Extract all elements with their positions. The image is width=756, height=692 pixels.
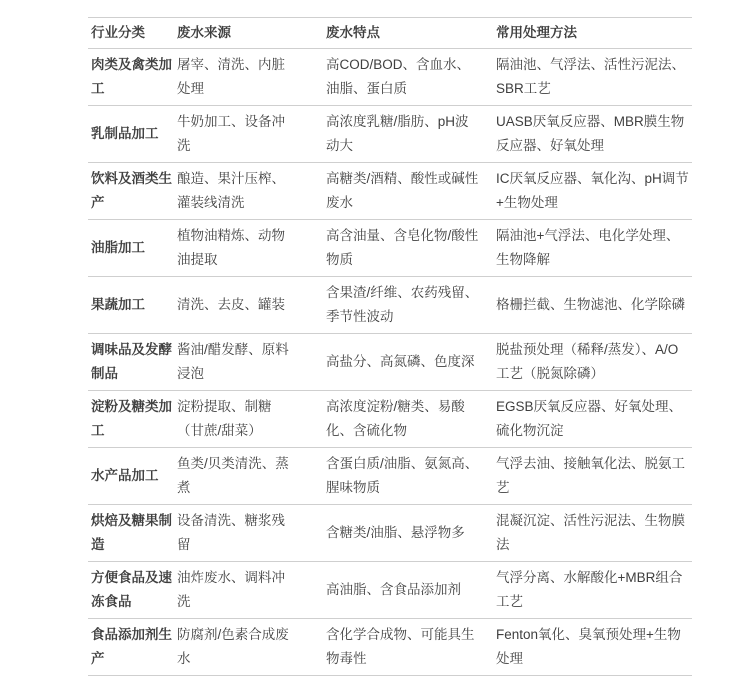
industry-cell: 淀粉及糖类加工 (88, 391, 174, 448)
treatment-cell: IC厌氧反应器、氧化沟、pH调节+生物处理 (493, 163, 692, 220)
table-header (88, 18, 692, 49)
column-header-characteristics: 废水特点 (323, 18, 493, 49)
industry-cell: 食品添加剂生产 (88, 619, 174, 676)
treatment-cell: 隔油池+气浮法、电化学处理、生物降解 (493, 220, 692, 277)
industry-cell: 烘焙及糖果制造 (88, 505, 174, 562)
treatment-cell: Fenton氧化、臭氧预处理+生物处理 (493, 619, 692, 676)
source-cell: 防腐剂/色素合成废水 (174, 619, 323, 676)
table-row (88, 562, 692, 619)
characteristics-cell: 高浓度乳糖/脂肪、pH波动大 (323, 106, 493, 163)
column-header-source: 废水来源 (174, 18, 323, 49)
characteristics-cell: 高浓度淀粉/糖类、易酸化、含硫化物 (323, 391, 493, 448)
source-cell: 设备清洗、糖浆残留 (174, 505, 323, 562)
table-row (88, 163, 692, 220)
table-row (88, 391, 692, 448)
source-cell: 酿造、果汁压榨、灌装线清洗 (174, 163, 323, 220)
treatment-cell: 混凝沉淀、活性污泥法、生物膜法 (493, 505, 692, 562)
treatment-cell: 格栅拦截、生物滤池、化学除磷 (493, 277, 692, 334)
table-body (88, 49, 692, 676)
table-row (88, 277, 692, 334)
column-header-industry: 行业分类 (88, 18, 174, 49)
table-container (88, 17, 692, 676)
table-row (88, 106, 692, 163)
treatment-cell: EGSB厌氧反应器、好氧处理、硫化物沉淀 (493, 391, 692, 448)
table-row (88, 505, 692, 562)
table-row (88, 619, 692, 676)
treatment-cell: 隔油池、气浮法、活性污泥法、SBR工艺 (493, 49, 692, 106)
industry-cell: 方便食品及速冻食品 (88, 562, 174, 619)
characteristics-cell: 高含油量、含皂化物/酸性物质 (323, 220, 493, 277)
source-cell: 鱼类/贝类清洗、蒸煮 (174, 448, 323, 505)
characteristics-cell: 含果渣/纤维、农药残留、季节性波动 (323, 277, 493, 334)
source-cell: 牛奶加工、设备冲洗 (174, 106, 323, 163)
source-cell: 油炸废水、调料冲洗 (174, 562, 323, 619)
column-header-treatment: 常用处理方法 (493, 18, 692, 49)
table-row (88, 49, 692, 106)
source-cell: 屠宰、清洗、内脏处理 (174, 49, 323, 106)
table-row (88, 220, 692, 277)
source-cell: 酱油/醋发酵、原料浸泡 (174, 334, 323, 391)
industry-cell: 调味品及发酵制品 (88, 334, 174, 391)
table-row (88, 448, 692, 505)
industry-cell: 饮料及酒类生产 (88, 163, 174, 220)
characteristics-cell: 含化学合成物、可能具生物毒性 (323, 619, 493, 676)
source-cell: 植物油精炼、动物油提取 (174, 220, 323, 277)
source-cell: 淀粉提取、制糖（甘蔗/甜菜） (174, 391, 323, 448)
industry-cell: 乳制品加工 (88, 106, 174, 163)
characteristics-cell: 高糖类/酒精、酸性或碱性废水 (323, 163, 493, 220)
treatment-cell: UASB厌氧反应器、MBR膜生物反应器、好氧处理 (493, 106, 692, 163)
industry-cell: 油脂加工 (88, 220, 174, 277)
industry-cell: 水产品加工 (88, 448, 174, 505)
treatment-cell: 气浮分离、水解酸化+MBR组合工艺 (493, 562, 692, 619)
characteristics-cell: 高盐分、高氮磷、色度深 (323, 334, 493, 391)
characteristics-cell: 含糖类/油脂、悬浮物多 (323, 505, 493, 562)
characteristics-cell: 含蛋白质/油脂、氨氮高、腥味物质 (323, 448, 493, 505)
characteristics-cell: 高COD/BOD、含血水、油脂、蛋白质 (323, 49, 493, 106)
table-row (88, 334, 692, 391)
header-row (88, 18, 692, 49)
characteristics-cell: 高油脂、含食品添加剂 (323, 562, 493, 619)
treatment-cell: 气浮去油、接触氧化法、脱氨工艺 (493, 448, 692, 505)
treatment-cell: 脱盐预处理（稀释/蒸发）、A/O工艺（脱氮除磷） (493, 334, 692, 391)
industry-cell: 肉类及禽类加工 (88, 49, 174, 106)
industry-cell: 果蔬加工 (88, 277, 174, 334)
food-industry-wastewater-table (88, 17, 692, 676)
source-cell: 清洗、去皮、罐装 (174, 277, 323, 334)
